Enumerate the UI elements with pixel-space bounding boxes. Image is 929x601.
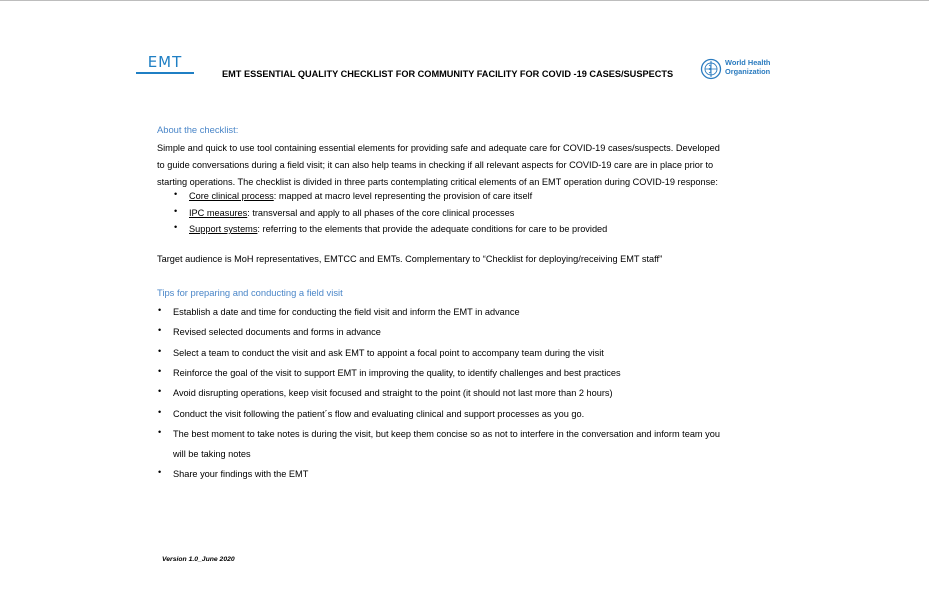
version-footer: Version 1.0_June 2020 (162, 556, 235, 563)
tips-heading: Tips for preparing and conducting a field visit (157, 287, 343, 298)
bullet-icon: • (158, 346, 162, 356)
tip-item: The best moment to take notes is during the visit, but keep them concise so as not to interfere in the conversation and inform team you (173, 429, 720, 439)
part-desc: : transversal and apply to all phases of the core clinical processes (247, 208, 515, 218)
about-heading: About the checklist: (157, 124, 239, 135)
part-term: Support systems (189, 224, 258, 234)
about-line-3: starting operations. The checklist is divided in three parts contemplating critical elements of an EMT operation during COVID-19 response: (157, 177, 718, 187)
tip-item: Establish a date and time for conducting the field visit and inform the EMT in advance (173, 307, 520, 317)
emt-logo-underline (136, 72, 194, 74)
who-logo (700, 58, 770, 80)
who-logo-text (725, 59, 770, 76)
document-title: EMT ESSENTIAL QUALITY CHECKLIST FOR COMMUNITY FACILITY FOR COVID -19 CASES/SUSPECTS (222, 69, 674, 79)
tip-item-continued: will be taking notes (173, 449, 251, 459)
part-ipc (189, 208, 514, 218)
tip-item: Share your findings with the EMT (173, 469, 309, 479)
bullet-icon: • (158, 407, 162, 417)
bullet-icon: • (158, 427, 162, 437)
part-term: IPC measures (189, 208, 248, 218)
bullet-icon: • (174, 206, 178, 216)
part-support (189, 224, 607, 234)
about-line-1: Simple and quick to use tool containing essential elements for providing safe and adequate care for COVID-19 cases/suspects. Developed (157, 143, 720, 153)
bullet-icon: • (158, 386, 162, 396)
part-desc: : referring to the elements that provide the adequate conditions for care to be provided (257, 224, 608, 234)
bullet-icon: • (174, 222, 178, 232)
who-line1: World Health (725, 58, 771, 67)
who-line2: Organization (725, 66, 771, 76)
tip-item: Conduct the visit following the patient´s flow and evaluating clinical and support processes as you go. (173, 409, 585, 419)
tip-item: Avoid disrupting operations, keep visit focused and straight to the point (it should not last more than 2 hours) (173, 388, 613, 398)
who-emblem-icon (700, 58, 722, 80)
about-line-2: to guide conversations during a field visit; it can also help teams in checking if all relevant aspects for COVID-19 care are in place prior to (157, 160, 714, 170)
tip-item: Select a team to conduct the visit and ask EMT to appoint a focal point to accompany team during the visit (173, 348, 604, 358)
bullet-icon: • (158, 325, 162, 335)
target-audience: Target audience is MoH representatives, EMTCC and EMTs. Complementary to “Checklist for deploying/receiving EMT staff” (157, 254, 663, 264)
emt-logo (136, 54, 194, 76)
bullet-icon: • (158, 366, 162, 376)
tip-item: Revised selected documents and forms in advance (173, 327, 381, 337)
bullet-icon: • (174, 189, 178, 199)
part-term: Core clinical process (189, 191, 274, 201)
bullet-icon: • (158, 467, 162, 477)
bullet-icon: • (158, 305, 162, 315)
part-core-clinical (189, 191, 532, 201)
part-desc: : mapped at macro level representing the provision of care itself (273, 191, 533, 201)
tip-item: Reinforce the goal of the visit to support EMT in improving the quality, to identify challenges and best practices (173, 368, 621, 378)
emt-logo-text: EMT (147, 53, 183, 71)
